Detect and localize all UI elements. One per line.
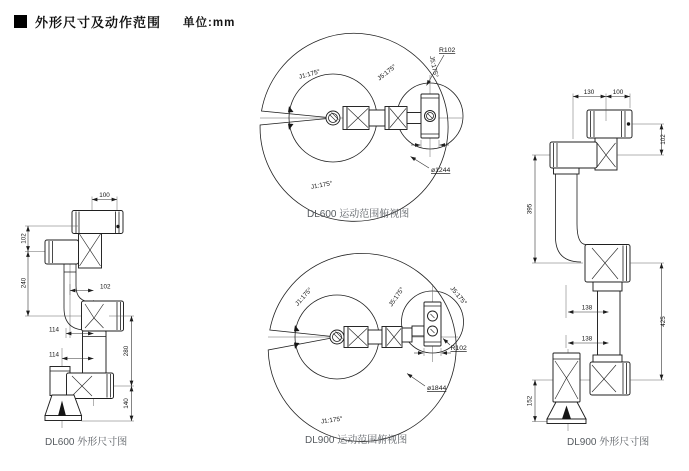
dim-label: 240	[20, 277, 28, 289]
j1-range-label: J1:175°	[294, 286, 314, 308]
j5-range-label: J5:175°	[376, 63, 398, 83]
radius-callout: R102	[450, 345, 467, 352]
dim-label: 138	[581, 304, 593, 312]
sheet-header	[14, 12, 235, 31]
diameter-callout: ø1844	[427, 385, 447, 392]
dim-label: 130	[583, 89, 595, 96]
dim-label: 102	[100, 283, 111, 291]
dl600-top-caption: DL600 运动范围俯视图	[307, 209, 410, 220]
dl600-top-view	[248, 30, 478, 228]
dl600-robot-outline	[25, 211, 124, 429]
dim-label: 425	[660, 316, 667, 327]
sheet-title: 外形尺寸及动作范围	[35, 15, 162, 30]
dim-label: 114	[48, 351, 59, 359]
dim-label: 280	[123, 345, 130, 357]
dim-label: 152	[526, 395, 534, 407]
dim-label: 102	[660, 134, 667, 145]
unit-label: 单位:mm	[183, 16, 236, 29]
tool-flange-dot	[627, 122, 630, 125]
dl900-top-caption: DL900 运动范围俯视图	[305, 435, 408, 446]
dim-label: 138	[581, 335, 593, 343]
j1-range-label: J1:175°	[320, 415, 344, 426]
j5-range-label: J5:175°	[448, 285, 468, 307]
dl900-side-caption: DL900 外形尺寸图	[567, 437, 650, 448]
dl600-top-robot	[326, 94, 449, 148]
dim-label: 395	[526, 203, 534, 215]
dim-label: 100	[612, 89, 624, 96]
j1-range-label: J1:175°	[298, 68, 322, 81]
dim-label: 100	[99, 192, 110, 199]
dim-label: 114	[48, 326, 59, 334]
dl900-top-robot	[330, 302, 451, 356]
dl900-side-view	[520, 85, 689, 435]
title-bullet-square	[14, 15, 27, 28]
dl900-top-view	[244, 252, 484, 452]
j5-range-label: J5:175°	[427, 55, 440, 79]
dl600-side-caption: DL600 外形尺寸图	[45, 437, 128, 448]
dim-label: 140	[123, 398, 130, 409]
diameter-callout: ø1244	[431, 167, 451, 174]
j5-range-label: J5:175°	[387, 286, 406, 309]
j1-range-label: J1:175°	[310, 180, 334, 191]
dim-label: 102	[20, 233, 28, 244]
dl600-side-view	[14, 188, 184, 436]
dl900-top-labels	[293, 285, 469, 426]
tool-flange-dot	[116, 225, 119, 228]
dl900-robot-outline	[532, 110, 632, 431]
radius-callout: R102	[439, 47, 456, 54]
